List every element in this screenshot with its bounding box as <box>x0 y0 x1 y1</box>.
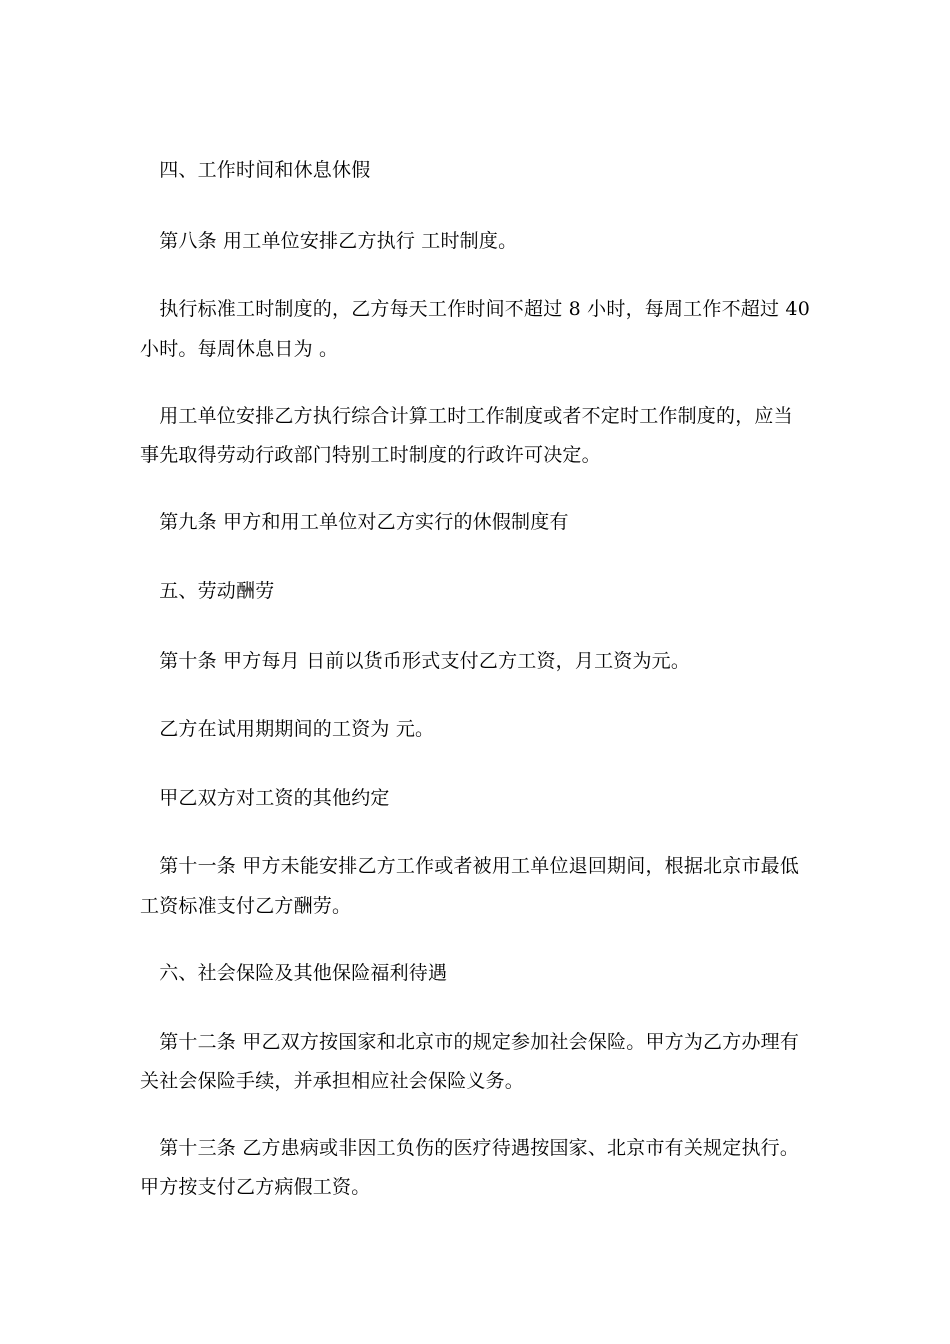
paragraph-special-hours-line-2: 事先取得劳动行政部门特别工时制度的行政许可决定。 <box>140 444 601 466</box>
paragraph-special-hours-line-1: 用工单位安排乙方执行综合计算工时工作制度或者不定时工作制度的，应当 <box>140 405 793 427</box>
article-8: 第八条 用工单位安排乙方执行 工时制度。 <box>140 230 518 252</box>
section-heading-work-hours: 四、工作时间和休息休假 <box>140 159 371 181</box>
article-11-line-2: 工资标准支付乙方酬劳。 <box>140 895 352 917</box>
article-13-line-1: 第十三条 乙方患病或非因工负伤的医疗待遇按国家、北京市有关规定执行。 <box>140 1137 800 1159</box>
article-12-line-1: 第十二条 甲乙双方按国家和北京市的规定参加社会保险。甲方为乙方办理有 <box>140 1031 800 1053</box>
article-9: 第九条 甲方和用工单位对乙方实行的休假制度有 <box>140 511 569 533</box>
article-10: 第十条 甲方每月 日前以货币形式支付乙方工资，月工资为元。 <box>140 650 691 672</box>
paragraph-other-wage-agreement: 甲乙双方对工资的其他约定 <box>140 787 390 809</box>
section-heading-social-insurance: 六、社会保险及其他保险福利待遇 <box>140 962 448 984</box>
article-13-line-2: 甲方按支付乙方病假工资。 <box>140 1176 371 1198</box>
section-heading-remuneration: 五、劳动酬劳 <box>140 580 275 602</box>
paragraph-standard-hours-line-2: 小时。每周休息日为 。 <box>140 338 339 360</box>
article-12-line-2: 关社会保险手续，并承担相应社会保险义务。 <box>140 1070 525 1092</box>
article-11-line-1: 第十一条 甲方未能安排乙方工作或者被用工单位退回期间，根据北京市最低 <box>140 855 800 877</box>
paragraph-standard-hours-line-1: 执行标准工时制度的，乙方每天工作时间不超过 8 小时，每周工作不超过 40 <box>140 298 810 320</box>
paragraph-probation-wage: 乙方在试用期期间的工资为 元。 <box>140 718 435 740</box>
